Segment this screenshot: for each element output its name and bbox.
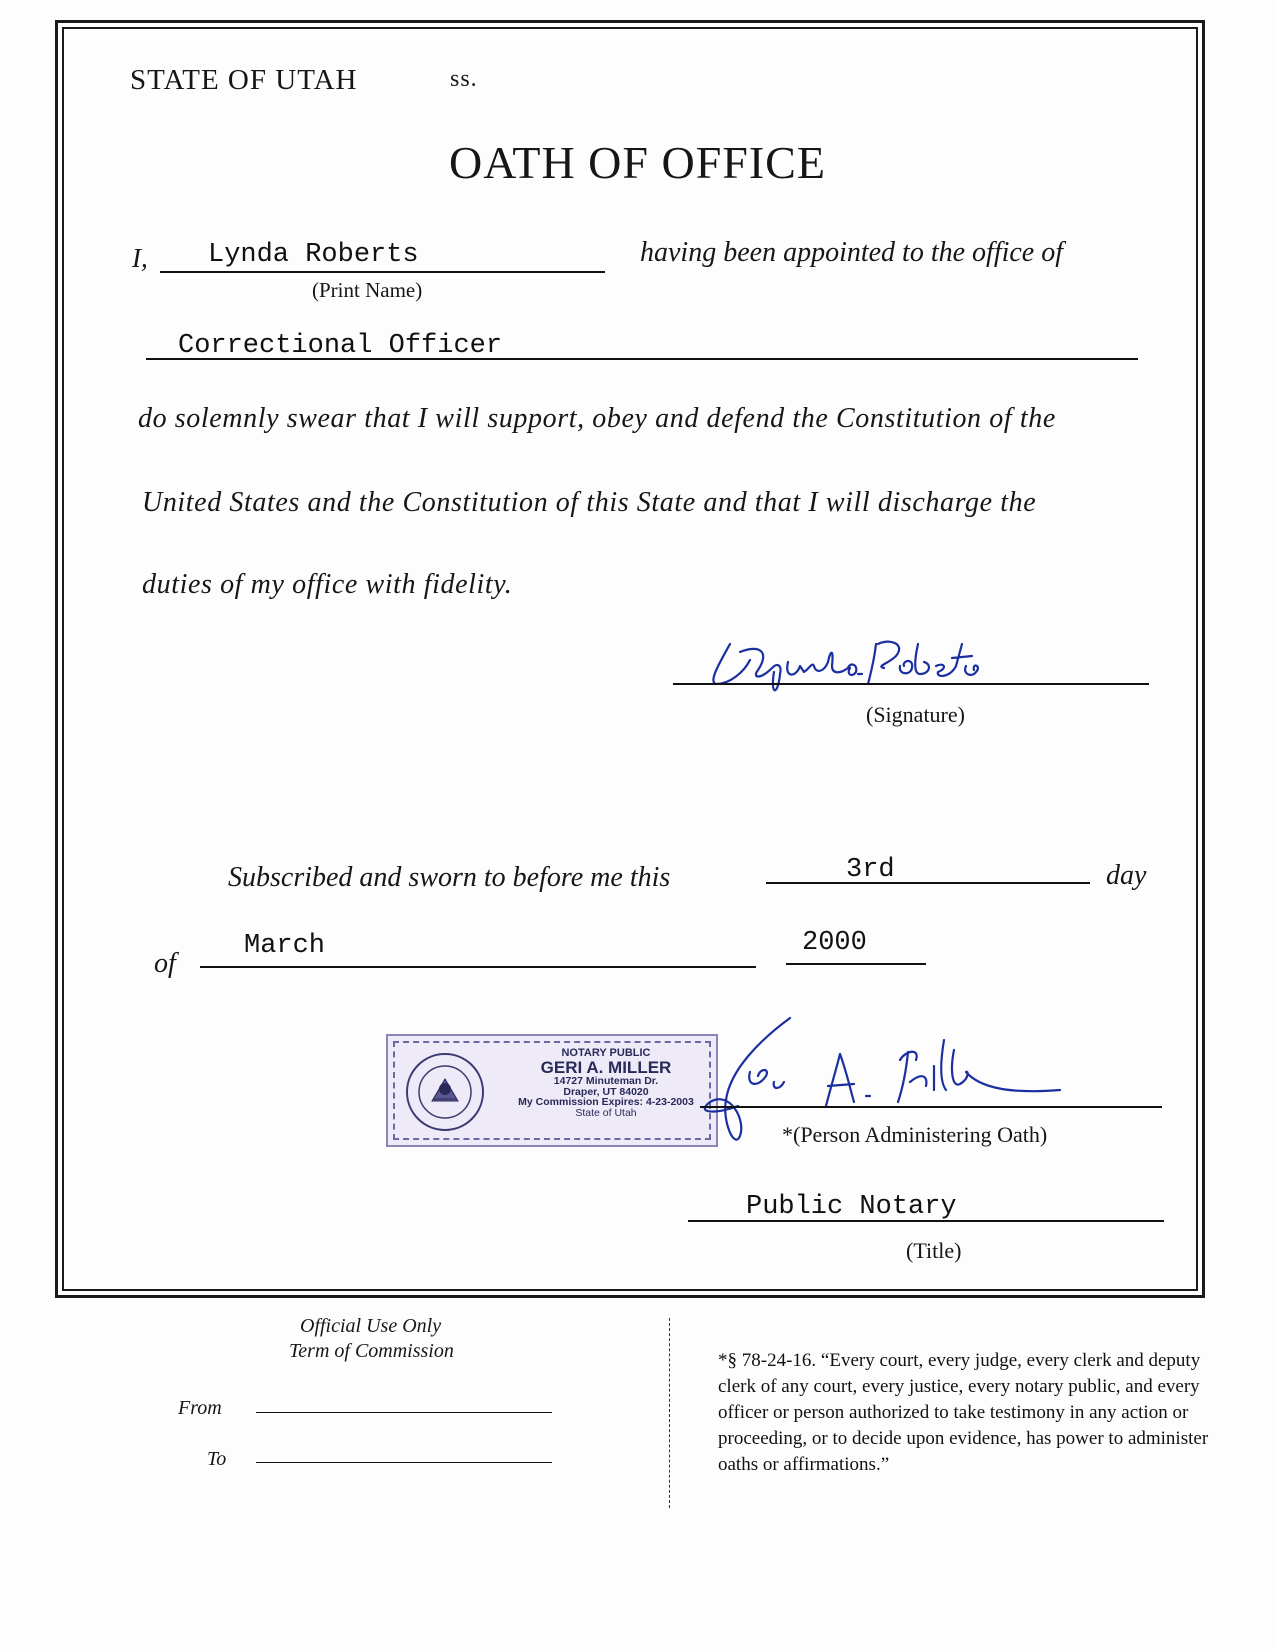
from-label: From xyxy=(178,1397,222,1419)
footer-divider xyxy=(669,1318,670,1508)
sworn-text: Subscribed and sworn to before me this xyxy=(228,862,671,893)
i-label: I, xyxy=(132,243,148,273)
office-line xyxy=(146,358,1138,360)
signature-lynda-roberts xyxy=(700,622,1030,702)
utah-state-seal xyxy=(404,1051,486,1133)
page-title: OATH OF OFFICE xyxy=(449,137,826,188)
stamp-address-1: 14727 Minuteman Dr. xyxy=(553,1075,659,1087)
day-line xyxy=(766,882,1090,884)
state-heading: STATE OF UTAH xyxy=(130,64,358,96)
notary-stamp xyxy=(386,1034,718,1147)
stamp-heading: NOTARY PUBLIC xyxy=(561,1047,651,1059)
signature-caption: (Signature) xyxy=(866,702,965,727)
month-value: March xyxy=(244,931,326,961)
statute-footnote: *§ 78-24-16. “Every court, every judge, every clerk and deputy clerk of any court, every justice, every notary public, and every officer or person authorized to take testimony in any action or proceeding, or to decide upon evidence, has power to administer oaths or affirmations.” xyxy=(718,1350,1209,1475)
month-line xyxy=(200,966,756,968)
office-value: Correctional Officer xyxy=(178,331,503,361)
ss-label: ss. xyxy=(450,66,478,92)
appointed-text: having been appointed to the office of xyxy=(640,237,1064,268)
signature-line xyxy=(673,683,1149,685)
print-name-value: Lynda Roberts xyxy=(208,240,419,270)
stamp-address-2: Draper, UT 84020 xyxy=(563,1085,649,1098)
administrator-caption: *(Person Administering Oath) xyxy=(782,1122,1048,1147)
title-caption: (Title) xyxy=(906,1238,962,1263)
year-value: 2000 xyxy=(802,928,867,958)
of-label: of xyxy=(154,948,176,979)
stamp-notary-name: GERI A. MILLER xyxy=(540,1058,672,1077)
stamp-state: State of Utah xyxy=(575,1106,637,1119)
day-value: 3rd xyxy=(846,855,895,885)
oath-body-line-1: do solemnly swear that I will support, obey and defend the Constitution of the xyxy=(138,403,1056,434)
to-line xyxy=(256,1462,552,1463)
stamp-expires: My Commission Expires: 4-23-2003 xyxy=(518,1096,694,1108)
to-label: To xyxy=(207,1448,227,1470)
administrator-signature-line xyxy=(700,1106,1162,1108)
day-label: day xyxy=(1106,860,1147,891)
title-value: Public Notary xyxy=(746,1192,957,1222)
oath-body-line-2: United States and the Constitution of this State and that I will discharge the xyxy=(142,487,1037,518)
from-line xyxy=(256,1412,552,1413)
oath-body-line-3: duties of my office with fidelity. xyxy=(142,569,513,600)
print-name-line xyxy=(160,271,605,273)
official-use-heading: Official Use Only xyxy=(300,1315,442,1337)
term-of-commission-heading: Term of Commission xyxy=(289,1340,454,1362)
print-name-caption: (Print Name) xyxy=(312,278,423,302)
title-line xyxy=(688,1220,1164,1222)
year-line xyxy=(786,963,926,965)
